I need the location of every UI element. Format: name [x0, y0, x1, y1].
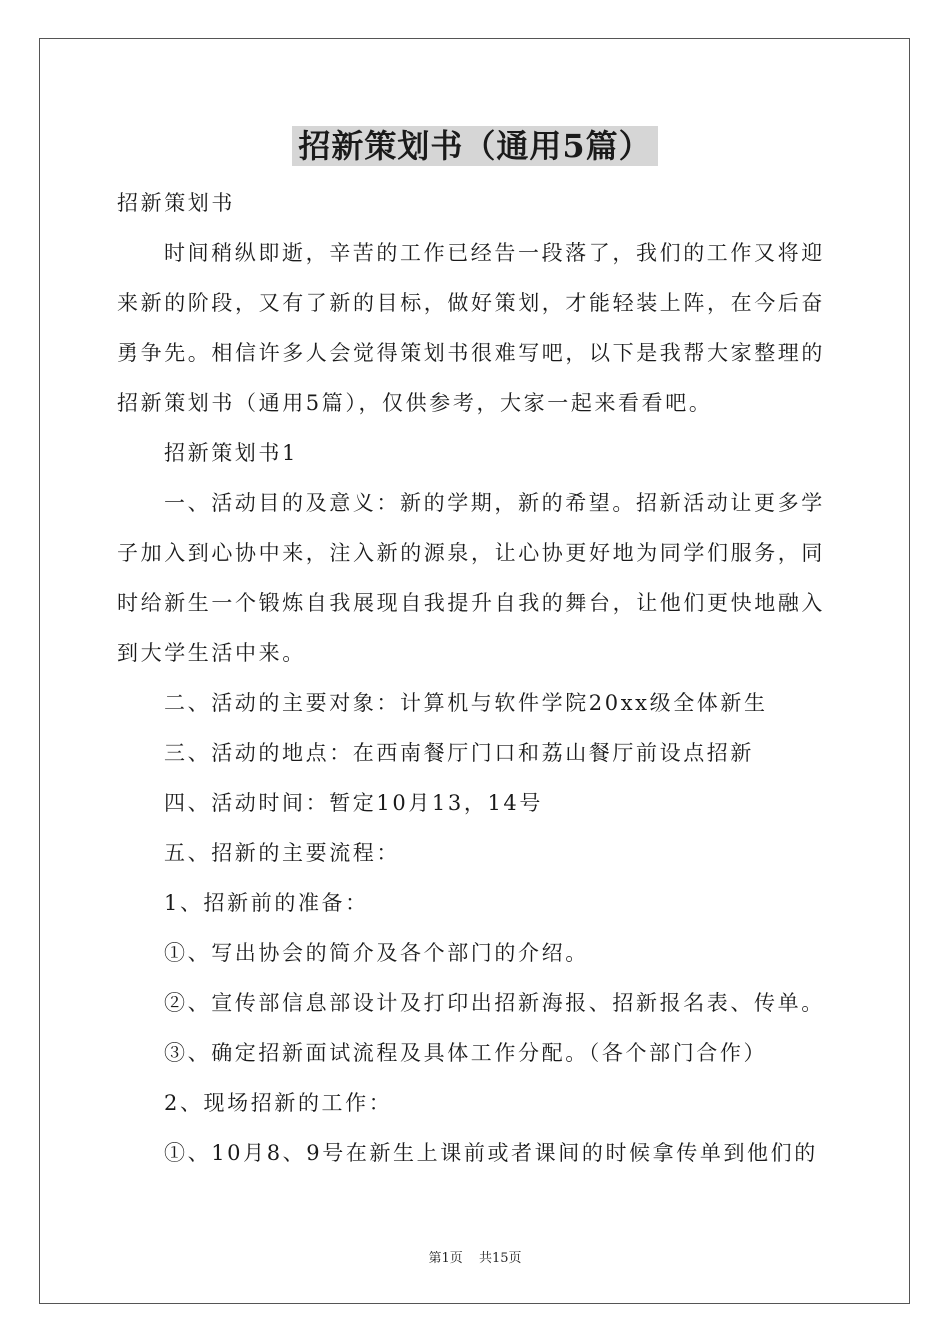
paragraph-line: 2、现场招新的工作：: [164, 1091, 393, 1115]
page-footer: [0, 1247, 950, 1266]
paragraph-line: 招新策划书1: [164, 441, 298, 465]
paragraph-line: 1、招新前的准备：: [164, 891, 369, 915]
paragraph-line: 时间稍纵即逝，辛苦的工作已经告一段落了，我们的工作又将迎: [164, 241, 825, 265]
paragraph-line: 招新策划书: [117, 191, 235, 215]
paragraph-line: 来新的阶段，又有了新的目标，做好策划，才能轻装上阵，在今后奋: [117, 291, 825, 315]
paragraph-line: 一、活动目的及意义：新的学期，新的希望。招新活动让更多学: [164, 491, 825, 515]
paragraph-line: ①、写出协会的简介及各个部门的介绍。: [164, 941, 589, 965]
paragraph-line: 五、招新的主要流程：: [164, 841, 400, 865]
paragraph-line: ①、10月8、9号在新生上课前或者课间的时候拿传单到他们的: [164, 1141, 818, 1165]
paragraph-line: 勇争先。相信许多人会觉得策划书很难写吧，以下是我帮大家整理的: [117, 341, 825, 365]
paragraph-line: 时给新生一个锻炼自我展现自我提升自我的舞台，让他们更快地融入: [117, 591, 825, 615]
paragraph-line: 二、活动的主要对象：计算机与软件学院20xx级全体新生: [164, 691, 768, 715]
paragraph-line: 招新策划书（通用5篇），仅供参考，大家一起来看看吧。: [117, 391, 713, 415]
title-container: [0, 126, 950, 166]
page-number: 第1页: [428, 1251, 463, 1266]
paragraph-line: ③、确定招新面试流程及具体工作分配。（各个部门合作）: [164, 1041, 768, 1065]
paragraph-line: ②、宣传部信息部设计及打印出招新海报、招新报名表、传单。: [164, 991, 825, 1015]
paragraph-line: 到大学生活中来。: [117, 641, 306, 665]
document-body: [117, 178, 835, 1178]
paragraph-line: 子加入到心协中来，注入新的源泉，让心协更好地为同学们服务，同: [117, 541, 825, 565]
document-title: 招新策划书（通用5篇）: [292, 126, 657, 166]
page-total: 共15页: [478, 1251, 522, 1266]
paragraph-line: 三、活动的地点：在西南餐厅门口和荔山餐厅前设点招新: [164, 741, 754, 765]
paragraph-line: 四、活动时间：暂定10月13，14号: [164, 791, 543, 815]
